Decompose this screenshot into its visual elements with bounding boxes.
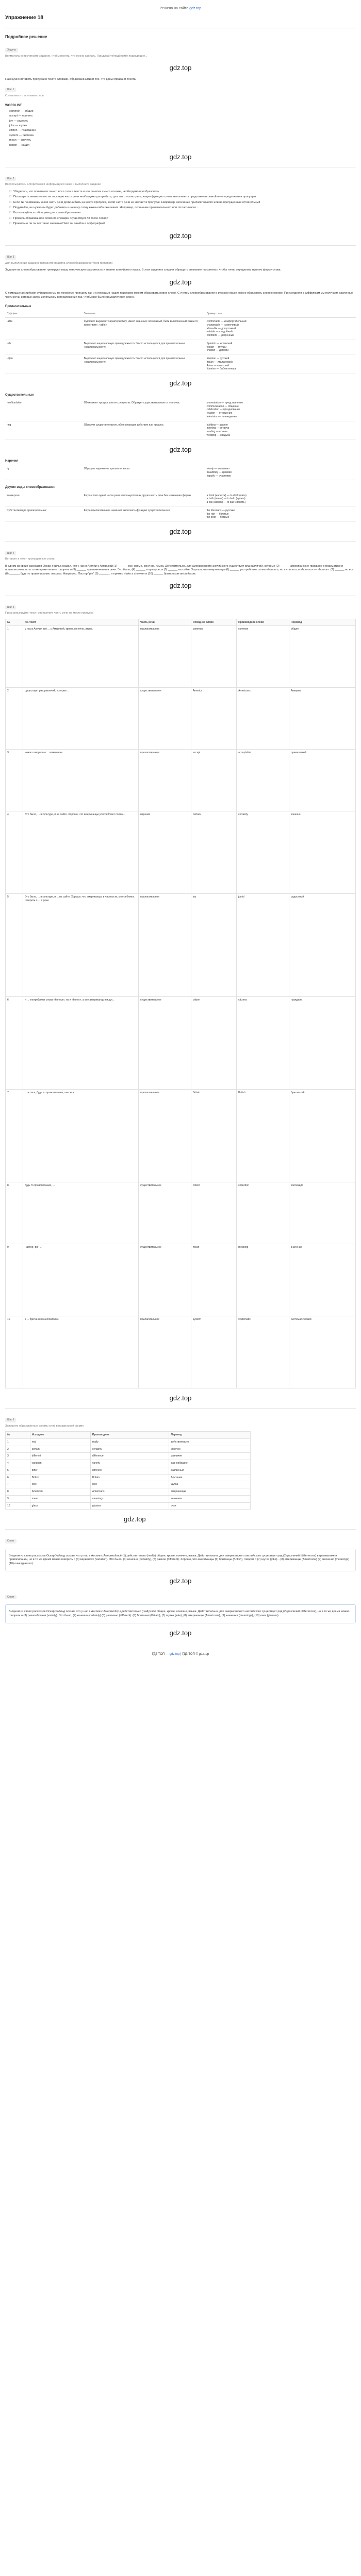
table-row xyxy=(5,318,356,340)
table-row: 7 joke joke шутка xyxy=(6,1481,251,1488)
table-row: 8 American Americans американцы xyxy=(6,1488,251,1496)
step-badge: Шаг 3 xyxy=(5,255,16,260)
step-badge: Ответ xyxy=(5,1539,17,1544)
footer: ГДЗ ТОП — gdz.top | ГДЗ ТОП © gdz.top xyxy=(152,1652,209,1656)
divider xyxy=(5,245,356,246)
step-badge: Ответ xyxy=(5,1595,17,1600)
step-badge: Шаг 1 xyxy=(5,88,16,92)
table-row xyxy=(5,399,356,421)
watermark: gdz.top xyxy=(169,278,192,286)
table-row: 6 British Britain Британия xyxy=(6,1474,251,1481)
watermark: gdz.top xyxy=(169,445,192,453)
table-row: 8 будь то правописание, ... существительное collect collection коллекция xyxy=(6,1182,356,1244)
table-row xyxy=(5,421,356,439)
step-task: Проанализируйте текст: определите часть речи на месте пропуска xyxy=(5,612,94,615)
step-3 xyxy=(5,251,356,536)
other-title: Другие виды словообразования xyxy=(5,486,56,489)
answer-2 xyxy=(5,1591,356,1638)
checklist-item: ☐ Подумайте, не нужно ли будет добавить к нашему слову какие-либо окончания. Например, окончание прилагательного или отглагольного... xyxy=(9,206,356,210)
meaning-cell: Когда прилагательное начинает выполнять функцию существительного xyxy=(83,506,205,521)
meaning-cell: Когда слово одной части речи используется как другая часть речи без изменения формы xyxy=(83,492,205,507)
table-row: 1 у нас в Англии всё ... с Америкой, кроме, конечно, языка. прилагательное common common общее xyxy=(6,626,356,688)
step-task: Вставьте в текст пропущенные слова xyxy=(5,557,55,561)
watermark: gdz.top xyxy=(124,1515,146,1523)
intro-text: С помощью английских суффиксов мы по похожему принципу как и с помощью наших приставок можем образовать новое слово. С учетом словообразования в русском языке можно образовать слово к основе. Присоединяя к суффиксам мы получаем различные части речи, которые затем используем в предложении так, чтобы всё было грамматически верно. xyxy=(5,292,353,299)
step-badge: Шаг 6 xyxy=(5,1418,16,1422)
step-badge: Шаг 4 xyxy=(5,551,16,556)
wordlist-item: citizen — гражданин xyxy=(9,129,36,132)
wordlist-item: system — система xyxy=(9,133,34,137)
suffix-cell: Субстантивация прилагательных xyxy=(5,506,83,521)
suffix-cell: -ish xyxy=(5,340,83,354)
table-row: 7 ... но все, будь то правописание, лексика. прилагательное Britain British британский xyxy=(6,1090,356,1182)
step-task: Запишите образованные формы слов в правильной форме xyxy=(5,1424,84,1428)
meaning-cell: Суффикс выражает характеристику, имеет значение: возможный, быть выполненным каким-то качеством», «able» xyxy=(83,318,205,340)
suffix-cell: -(i)an xyxy=(5,355,83,374)
watermark: gdz.top xyxy=(169,1629,192,1637)
examples-cell: a drink (напиток) — to drink (пить) a bath (ванна) — to bath (купать) a call (звонок) — to call (звонить) xyxy=(205,492,356,507)
page-title: Упражнение 18 xyxy=(5,15,43,21)
table-row: 3 different difference различие xyxy=(6,1453,251,1460)
col-header: Контекст xyxy=(23,619,138,626)
step-task: Ознакомься с основами слов xyxy=(5,94,44,98)
col-header: № xyxy=(6,619,23,626)
watermark: gdz.top xyxy=(169,1577,192,1585)
examples-cell: the Russians — русские the rich — богатые the poor — бедные xyxy=(205,506,356,521)
step-5 xyxy=(5,601,356,1403)
gap-text: В одном из своих рассказов Оскар Уайльд сказал, что у нас в Англии с Америкой (1) ______ всё, кроме, конечно, языка. Действительно, для американского английского существует ряд различий, которые (2) ______ американские граждане в грамматике и правописании, но в то же время можно говорить о (3) ______ при изменении в речи. Это было, (4) ______ в культуре, и (5) ______ на сайте. Хорошо, что американцы (6) ______ употребляют слова «honour», но и «honor», и «humour» — «humor». (7) ______ но все (8) ______, будь то правописание, лексика. Например, Пастор "pie" (9) ______ , и пример «take a shower» в (10) ______ британском английском. xyxy=(5,564,354,575)
wordlist-item: joy — радость xyxy=(9,119,28,123)
col-header: Часть речи xyxy=(139,619,191,626)
watermark: gdz.top xyxy=(169,231,192,240)
adverbs-title: Наречия xyxy=(5,460,19,463)
table-row: 9 Пастор "pie" ... существительное mean meaning значение xyxy=(6,1244,356,1316)
examples-cell: building — здание meeting — встреча reading — чтение wedding — свадьба xyxy=(205,421,356,439)
watermark: gdz.top xyxy=(169,379,192,387)
step-badge: Шаг 2 xyxy=(5,177,16,181)
step-2 xyxy=(5,173,356,241)
step-task: Внимательно прочитайте задание, чтобы понять, что нужно сделать. Придумайте/подберите подходящие... xyxy=(5,55,147,58)
table-row: 10 glass glasses очки xyxy=(6,1502,251,1510)
step-4 xyxy=(5,547,356,590)
suffix-cell: -able xyxy=(5,318,83,340)
table-row: 4 Это было, ... в культуре, и на сайте. Хорошо, что американцы употребляют слова... наречие certain certainly конечно xyxy=(6,811,356,894)
checklist-item: ☐ Проверь образованное слово по словарю. Существует ли такое слово? xyxy=(9,217,356,221)
adverbs-table xyxy=(5,465,356,480)
table-row: 6 и ... употребляют слова «honour», но и «honor», а все американцы пишут... существительное citizen citizens граждане xyxy=(6,997,356,1090)
wordlist-item: accept — принять xyxy=(9,114,33,118)
table-row: 1 real really действительно xyxy=(6,1438,251,1446)
wordlist-item: common — общий xyxy=(9,109,34,113)
adjectives-table xyxy=(5,311,356,374)
wordlist-item: mean — значить xyxy=(9,139,31,142)
checklist-item: ☐ Воспользуйтесь таблицами для словообразования xyxy=(9,211,356,215)
examples-cell: slowly — медленно beautifully — красиво happily — счастливо xyxy=(205,465,356,480)
suffix-cell: -ly xyxy=(5,465,83,480)
table-row: 5 Это было, ... в культуре, и ... на сайте. Хорошо, что американцы, в частности, употребляют, говорить о ... в речи. прилагательное joy joyful радостный xyxy=(6,894,356,997)
watermark: gdz.top xyxy=(169,581,192,589)
table-row xyxy=(5,465,356,480)
step-badge: Шаг 5 xyxy=(5,605,16,610)
wordlist xyxy=(5,110,356,147)
divider xyxy=(5,541,356,542)
table-row: 5 differ different различный xyxy=(6,1467,251,1474)
table-row: 4 variation variety разнообразие xyxy=(6,1460,251,1467)
step-task: Воспользуйтесь алгоритмом и информацией ниже и выполните задание xyxy=(5,183,101,187)
table-row: 2 certain certainly конечно xyxy=(6,1446,251,1453)
checklist-item: ☐ Убедитесь, что понимаете смысл всех слов в тексте и что понятен смысл основы, необходимо преобразовать. xyxy=(9,190,356,194)
examples-cell: Russian — русский Italian — итальянский Asian — азиатский librarian — библиотекарь xyxy=(205,355,356,374)
watermark: gdz.top xyxy=(169,1394,192,1402)
meaning-cell: Выражает национальную принадлежность: Часто используется для прилагательных «национальности» xyxy=(83,355,205,374)
col-header: Исходное слово xyxy=(191,619,236,626)
step-task: Для выполнения задания вспомните правила словообразования (Word formation) xyxy=(5,262,113,265)
intro-text: Задания на словообразование тренируют вашу лексическую грамотность и знание английского языка. В этих заданиях следует обращать внимание на контекст, чтобы точно определить нужную форму слова. xyxy=(5,268,282,272)
divider xyxy=(5,1529,356,1530)
col-header: Производное слово xyxy=(237,619,289,626)
table-row: 9 mean meanings значения xyxy=(6,1495,251,1502)
nouns-title: Существительные xyxy=(5,393,34,397)
watermark: gdz.top xyxy=(169,64,192,72)
meaning-cell: Выражает национальную принадлежность: Часто используется для прилагательных «национальности» xyxy=(83,340,205,354)
nouns-table xyxy=(5,399,356,440)
wordlist-item: joke — шутка xyxy=(9,124,27,127)
answer-text: В одном из своих рассказов Оскар Уайльд сказал, что у нас в Англии с Америкой всё (1) действительно (really) общее, кроме, конечно, языка. Действительно, для американского английского существует ряд (2) различий (differences) в грамматике и правописании, но в то же время можно говорить о (3) вариантах (variation). Это было, (4) конечно (certainly), (5) разное (different). Хорошо, что американцы (6) британцы (British), говорят о (7) шутке (joke)... (8) американцы (Americans) (9) значения (meanings) (10) очки (glasses). xyxy=(9,1554,350,1565)
watermark: gdz.top xyxy=(169,528,192,535)
suffix-cell: Конверсия xyxy=(5,492,83,507)
col-header: Перевод xyxy=(289,619,355,626)
analysis-table xyxy=(5,619,356,1389)
checklist-item: ☐ Правильно ли ты поставил значение? Нет ли ошибок в орфографии? xyxy=(9,222,356,226)
step-text: Нам нужно вставить пропуски в тексте словами, образованными от тех, что даны справа от текста. xyxy=(5,78,137,81)
step-6 xyxy=(5,1414,356,1524)
watermark: gdz.top xyxy=(169,153,192,161)
footer-link[interactable]: gdz.top xyxy=(169,1652,180,1656)
step-badge: Задача xyxy=(5,48,18,53)
answer-box xyxy=(5,1549,356,1571)
checklist-item: ☐ Если ты понимаешь какая часть речи должна быть на месте пропуска, какой части речи не хватает в пропуске. Например, окончание прилагательного или на пропущенный отглагольный xyxy=(9,201,356,205)
table-row xyxy=(5,506,356,521)
algorithm-checklist xyxy=(9,190,356,226)
top-source-link: Решено на сайте gdz.top xyxy=(159,7,202,10)
table-row xyxy=(5,340,356,354)
examples-cell: Spanish — испанский foolish — глупый childish — детский xyxy=(205,340,356,354)
table-row xyxy=(5,492,356,507)
col-header: Пример слов xyxy=(205,311,356,317)
other-table xyxy=(5,492,356,522)
table-row xyxy=(5,355,356,374)
col-header: Суффикс xyxy=(5,311,83,317)
meaning-cell: Образует наречие от прилагательного xyxy=(83,465,205,480)
solution-subtitle: Подробное решение xyxy=(5,34,47,39)
wordlist-title: WORDLIST xyxy=(5,104,22,107)
divider xyxy=(5,1408,356,1409)
col-header: Значение xyxy=(83,311,205,317)
word-forms-table: № Исходное Производное Перевод 1 real really действительно 2 certain certainly конечно 3 different difference различие 4 variation variety разнообразие 5 differ different различный 6 British Britain Британия 7 joke joke шутка 8 American Americans американцы 9 mean meanings значения 10 glass glasses очки xyxy=(5,1431,251,1510)
meaning-cell: Образует существительное, обозначающее действие или процесс xyxy=(83,421,205,439)
suffix-cell: -ion/tion/ation xyxy=(5,399,83,421)
adjectives-title: Прилагательные xyxy=(5,305,31,309)
answer-1 xyxy=(5,1535,356,1586)
table-row: 3 можно говорить о ... изменении прилагательное accept acceptable приемлемый xyxy=(6,750,356,811)
answer-box xyxy=(5,1604,356,1623)
checklist-item: ☐ Посмотрите внимательно на то, какую часть речи необходимо употребить, для этого посмотрите, какую функцию слово выполняет в предложении, какой член предложения пропущен. xyxy=(9,195,356,199)
examples-cell: comfortable — комфортабельный changeable — изменчивый allowable — допустимый eatable — съедобный confident — уверенный xyxy=(205,318,356,340)
examples-cell: presentation — представление communication — общение celebration — празднование relation — отношение television — телевидение xyxy=(205,399,356,421)
table-row: 2 существует ряд различий, которые ... существительное America Americans Америка xyxy=(6,688,356,750)
wordlist-item: nation — нация xyxy=(9,143,29,147)
suffix-cell: -ing xyxy=(5,421,83,439)
table-row: 10 в ... британском английском. прилагательное system systematic систематический xyxy=(6,1316,356,1388)
answer-text: В одном из своих рассказов Оскар Уайльд сказал, что у нас в Англии с Америкой (1) действительно (really) всё общее, кроме, конечно, языка. Действительно, для американского английского существует ряд (2) различий (differences), но в то же время можно говорить о (3) разнообразии (variety). Это было, (4) конечно (certainly) (5) различно (different). (6) Британия (Britain), (7) шутка (joke), (8) американцы (Americans), (9) значения (meanings), (10) очки (glasses). xyxy=(9,1610,350,1617)
step-1 xyxy=(5,44,356,161)
source-link[interactable]: gdz.top xyxy=(189,7,202,10)
meaning-cell: Обозначает процесс или его результат. Образует существительные от глаголов. xyxy=(83,399,205,421)
